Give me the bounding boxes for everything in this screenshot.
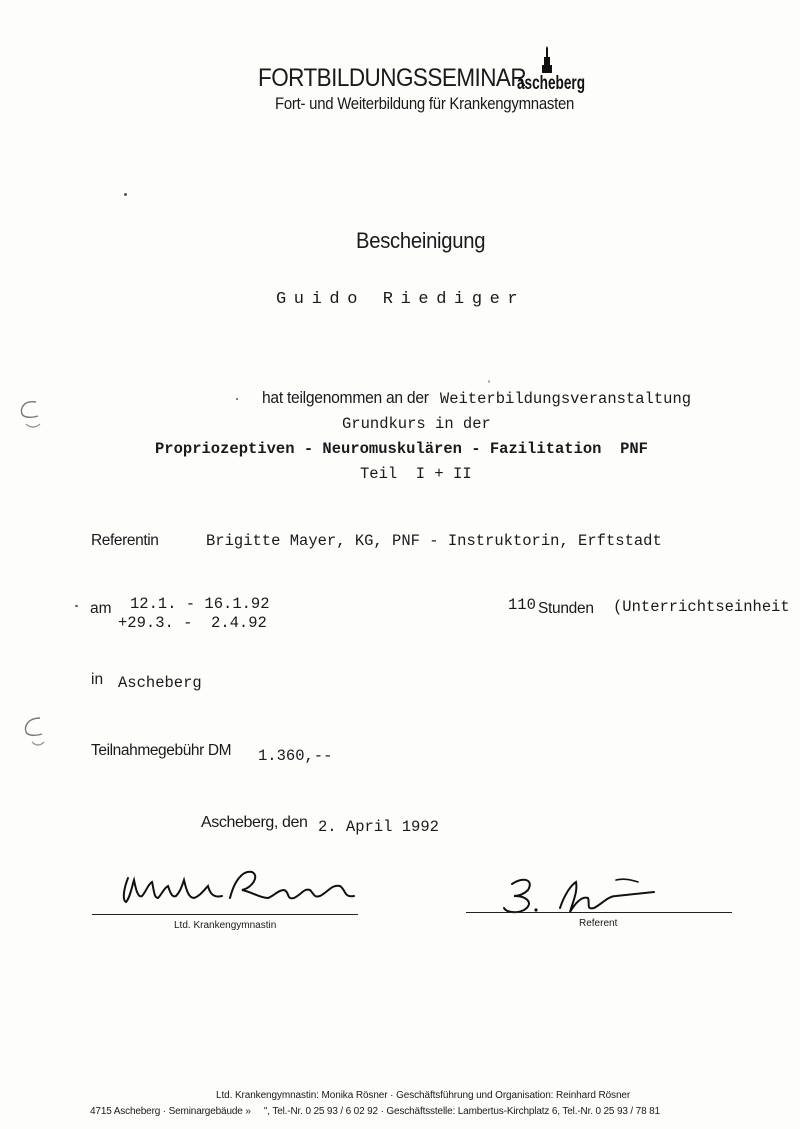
course-title: Propriozeptiven - Neuromuskulären - Fazilitation PNF — [155, 440, 648, 458]
hours-label: Stunden — [538, 600, 594, 617]
location-label: in — [91, 671, 104, 688]
document-title: Bescheinigung — [356, 228, 486, 253]
participant-name: Guido Riediger — [276, 290, 526, 309]
fee-value: 1.360,-- — [258, 747, 333, 765]
hours-unit: (Unterrichtseinheit — [613, 598, 790, 616]
punch-hole-mark — [20, 714, 44, 748]
fee-label: Teilnahmegebühr DM — [91, 742, 232, 759]
scan-speck — [124, 193, 127, 196]
letterhead-subtitle: Fort- und Weiterbildung für Krankengymnasten — [275, 94, 575, 113]
signature-role-left: Ltd. Krankengymnastin — [174, 920, 277, 931]
scan-speck — [488, 380, 490, 383]
signature-left — [118, 858, 358, 910]
signature-role-right: Referent — [579, 918, 618, 929]
dates-label: am — [90, 600, 112, 617]
punch-hole-mark — [16, 396, 40, 430]
date-range-2: +29.3. - 2.4.92 — [118, 614, 267, 632]
course-intro — [262, 388, 691, 408]
course-part: Teil I + II — [360, 465, 472, 483]
letterhead-title: FORTBILDUNGSSEMINAR — [258, 64, 527, 92]
referent-label: Referentin — [91, 532, 159, 549]
svg-text:ascheberg: ascheberg — [517, 73, 585, 94]
course-intro-prefix: hat teilgenommen an der — [262, 388, 429, 407]
place-date-value: 2. April 1992 — [318, 818, 439, 836]
signature-line-left — [92, 914, 358, 915]
hours-number: 110 — [508, 596, 536, 614]
course-line-2: Grundkurs in der — [342, 415, 491, 433]
scan-speck — [75, 605, 78, 607]
date-range-1: 12.1. - 16.1.92 — [130, 595, 270, 613]
place-date-label: Ascheberg, den — [201, 814, 308, 831]
course-intro-event: Weiterbildungsveranstaltung — [439, 390, 692, 408]
ascheberg-logo — [516, 45, 586, 93]
scan-speck — [236, 398, 238, 400]
footer-line-1: Ltd. Krankengymnastin: Monika Rösner · Geschäftsführung und Organisation: Reinhard Rösner — [216, 1090, 631, 1101]
referent-value: Brigitte Mayer, KG, PNF - Instruktorin, Erftstadt — [206, 532, 662, 550]
footer-line-2: 4715 Ascheberg · Seminargebäude » ", Tel.-Nr. 0 25 93 / 6 02 92 · Geschäftsstelle: Lambertus-Kirchplatz 6, Tel.-Nr. 0 25 93 / 78 81 — [90, 1106, 660, 1117]
location-value: Ascheberg — [118, 674, 202, 692]
signature-line-right — [466, 912, 732, 913]
